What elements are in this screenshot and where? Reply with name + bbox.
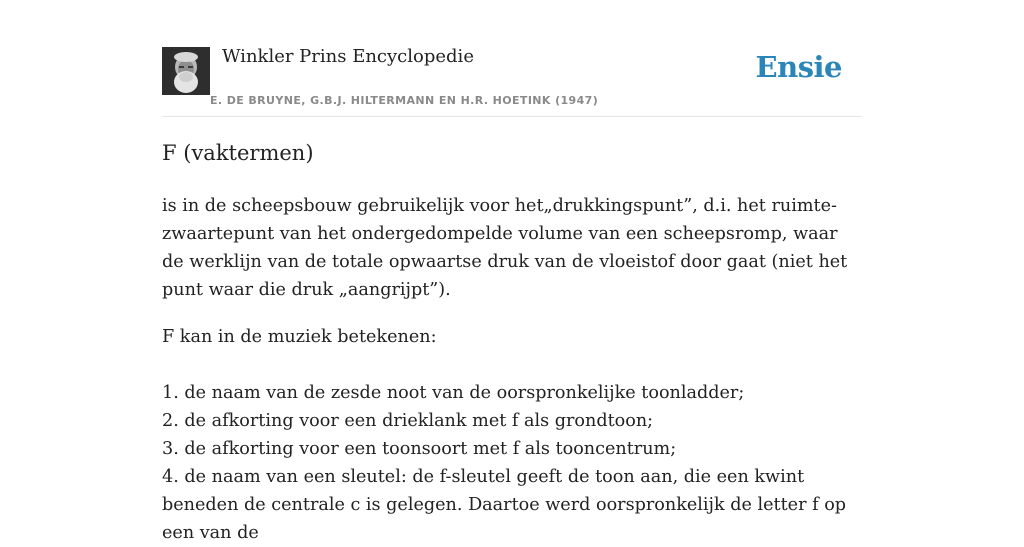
entry-paragraph: F kan in de muziek betekenen: [162,327,437,347]
author-avatar [162,47,210,95]
entry-paragraph: is in de scheepsbouw gebruikelijk voor het„drukkingspunt”, d.i. het ruimte-zwaartepunt van het ondergedompelde volume van een scheepsromp, waar de werklijn van de totale opwaartse druk van de vloeistof door gaat (niet het punt waar die druk „aangrijpt”). [162,196,848,300]
author-portrait-image [162,47,210,95]
brand-logo[interactable]: Ensie [755,50,842,84]
definition-list [162,379,862,547]
list-item: 1. de naam van de zesde noot van de oorspronkelijke toonladder; [162,383,745,403]
author-byline: E. DE BRUYNE, G.B.J. HILTERMANN EN H.R. HOETINK (1947) [210,94,599,107]
list-item: 2. de afkorting voor een drieklank met f als grondtoon; [162,411,654,431]
list-item: 4. de naam van een sleutel: de f-sleutel geeft de toon aan, die een kwint beneden de centrale c is gelegen. Daartoe werd oorspronkelijk de letter f op een van de [162,467,847,543]
site-title[interactable]: Winkler Prins Encyclopedie [222,46,474,67]
page [162,0,862,543]
site-header [162,0,862,117]
list-item: 3. de afkorting voor een toonsoort met f als tooncentrum; [162,439,677,459]
entry-title: F (vaktermen) [162,141,314,165]
